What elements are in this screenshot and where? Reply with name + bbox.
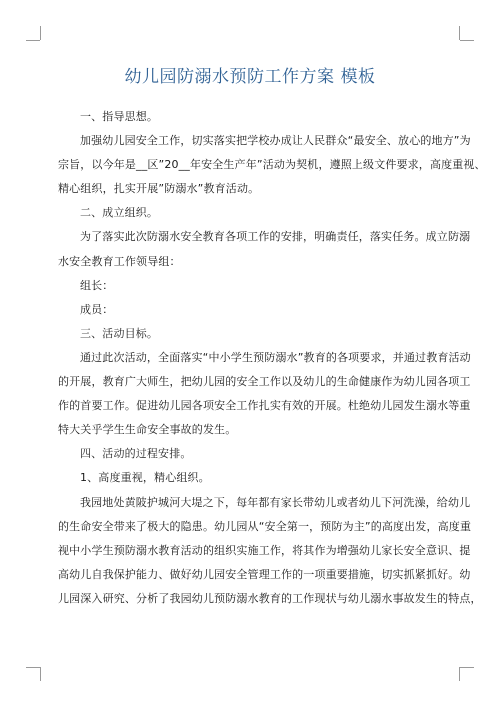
paragraph-line: 通过此次活动，全面落实“中小学生预防溺水”教育的各项要求，并通过教育活动	[80, 350, 471, 364]
paragraph-line: 视中小学生预防溺水教育活动的组织实施工作，将其作为增强幼儿家长安全意识、提	[58, 543, 471, 557]
paragraph-line: 作的首要工作。促进幼儿园各项安全工作扎实有效的开展。杜绝幼儿园发生溺水等重	[58, 399, 471, 413]
paragraph-line: 特大关乎学生生命安全事故的发生。	[58, 423, 237, 437]
crop-mark-bottom-left-v	[40, 667, 41, 681]
paragraph-line: 的生命安全带来了极大的隐患。幼儿园从“安全第一，预防为主”的高度出发，高度重	[58, 519, 472, 533]
paragraph-line: 精心组织，扎实开展”防溺水”教育活动。	[58, 182, 260, 196]
paragraph-line: 二、成立组织。	[80, 206, 159, 220]
crop-mark-top-left-v	[40, 26, 41, 40]
paragraph-line: 高幼儿自我保护能力、做好幼儿园安全管理工作的一项重要措施，切实抓紧抓好。幼	[58, 567, 471, 581]
paragraph-line: 三、活动目标。	[80, 326, 159, 340]
paragraph-line: 宗旨，以今年是__区”20__年安全生产年”活动为契机，遵照上级文件要求，高度重视、	[58, 158, 486, 172]
crop-mark-bottom-right-v	[459, 667, 460, 681]
crop-mark-top-left-h	[26, 40, 40, 41]
crop-mark-top-right-v	[459, 26, 460, 40]
paragraph-line: 的开展，教育广大师生，把幼儿园的安全工作以及幼儿的生命健康作为幼儿园各项工	[58, 375, 471, 389]
paragraph-line: 成员：	[80, 302, 114, 316]
paragraph-line: 四、活动的过程安排。	[80, 447, 192, 461]
paragraph-line: 水安全教育工作领导组：	[58, 254, 181, 268]
paragraph-line: 组长：	[80, 278, 114, 292]
paragraph-line: 1、高度重视，精心组织。	[80, 471, 210, 485]
crop-mark-top-right-h	[460, 40, 474, 41]
document-body	[58, 110, 486, 616]
paragraph-line: 我园地处黄陂护城河大堤之下，每年都有家长带幼儿或者幼儿下河洗澡，给幼儿	[80, 495, 471, 509]
paragraph-line: 加强幼儿园安全工作，切实落实把学校办成让人民群众“最安全、放心的地方”为	[80, 134, 471, 148]
paragraph-line: 一、指导思想。	[80, 110, 159, 123]
paragraph-line: 为了落实此次防溺水安全教育各项工作的安排，明确责任，落实任务。成立防溺	[80, 230, 471, 244]
document-title: 幼儿园防溺水预防工作方案 模板	[124, 67, 376, 87]
paragraph-line: 儿园深入研究、分析了我园幼儿预防溺水教育的工作现状与幼儿溺水事故发生的特点，	[58, 591, 482, 605]
crop-mark-bottom-right-h	[460, 667, 474, 668]
crop-mark-bottom-left-h	[26, 667, 40, 668]
